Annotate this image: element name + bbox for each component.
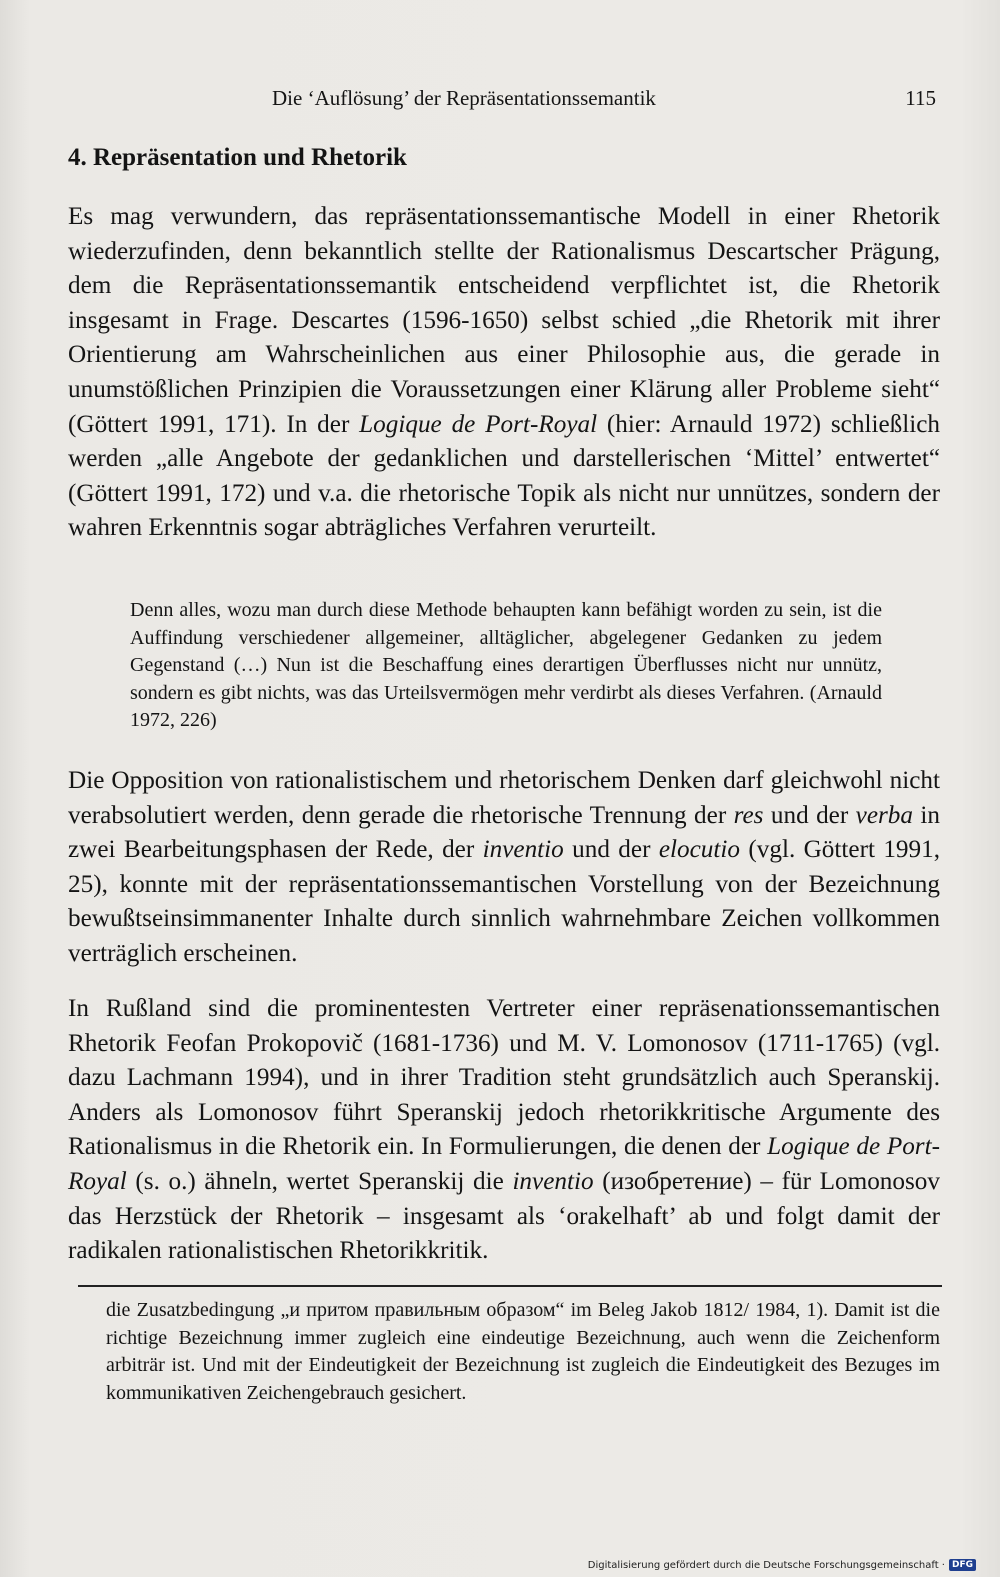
paragraph-2-text-a: Die Opposition von rationalistischem und rhetorischem Denken darf gleichwohl nicht verabsolutiert werden, denn gerade die rhetorische Trennung der [68, 767, 940, 829]
paragraph-1-text-b: (hier: Arnauld 1972) schließlich werden „alle Angebote der gedanklichen und darstellerischen ‘Mittel’ entwertet“ (Göttert 1991, 172) und v.a. die rhetorische Topik als nicht nur unnützes, sondern der wahren Erkenntnis sogar abträgliches Verfahren verurteilt. [68, 410, 940, 542]
block-quote: Denn alles, wozu man durch diese Methode behaupten kann befähigt worden zu sein, ist die Auffindung verschiedener allgemeiner, alltäglicher, abgelegener Gedanken zu jedem Gegenstand (…) Nun ist die Beschaffung eines derartigen Überflusses nicht nur unnütz, sondern es gibt nichts, was das Urteilsvermögen mehr verdirbt als dieses Verfahren. (Arnauld 1972, 226) [130, 599, 882, 731]
paragraph-1-italic-title: Logique de Port-Royal [359, 410, 598, 438]
running-title: Die ‘Auflösung’ der Repräsentationssemantik [272, 86, 656, 110]
paragraph-3 [68, 992, 940, 1269]
paragraph-2-italic-elocutio: elocutio [658, 836, 740, 864]
paragraph-2-text-c: in zwei Bearbeitungsphasen der Rede, der [68, 801, 940, 864]
paragraph-2-text-e: (vgl. Göttert 1991, 25), konnte mit der repräsentationssemantischen Vorstellung von der Bezeichnung bewußtseinsimmanenter Inhalte durch sinnlich wahrnehmbare Zeichen vollkommen verträglich erscheinen. [68, 836, 941, 967]
paragraph-2-text-d: und der [563, 836, 659, 864]
paragraph-2 [68, 764, 940, 972]
running-header [270, 86, 940, 116]
section-heading: 4. Repräsentation und Rhetorik [68, 144, 407, 171]
paragraph-2-italic-res: res [733, 801, 764, 829]
paragraph-2-text-b: und der [763, 801, 856, 829]
paragraph-3-text-c: (изобретение) – für Lomonosov das Herzstück der Rhetorik – insgesamt als ‘orakelhaft’ ab und folgt damit der radikalen rationalistischen Rhetorikkritik. [68, 1167, 940, 1265]
paragraph-3-italic-inventio: inventio [512, 1167, 594, 1195]
credit-text: Digitalisierung gefördert durch die Deutsche Forschungsgemeinschaft · [587, 1559, 945, 1571]
paragraph-2-italic-inventio: inventio [482, 836, 564, 864]
paragraph-2-italic-verba: verba [855, 801, 913, 829]
paragraph-3-text-b: (s. o.) ähneln, wertet Speranskij die [126, 1167, 513, 1195]
paragraph-3-italic-title: Logique de Port-Royal [68, 1133, 940, 1195]
paragraph-3-text-a: In Rußland sind die prominentesten Vertreter einer repräsenationssemantischen Rhetorik Feofan Prokopovič (1681-1736) und M. V. Lomonosov (1711-1765) (vgl. dazu Lachmann 1994), und in ihrer Tradition steht grundsätzlich auch Speranskij. Anders als Lomonosov führt Speranskij jedoch rhetorikkritische Argumente des Rationalismus in die Rhetorik ein. In Formulierungen, die denen der [68, 995, 940, 1161]
footnote-divider [78, 1285, 942, 1287]
dfg-logo-icon: DFG [949, 1559, 976, 1571]
page-number: 115 [905, 86, 936, 110]
paragraph-1-text-a: Es mag verwundern, das repräsentationssemantische Modell in einer Rhetorik wiederzufinden, denn bekanntlich stellte der Rationalismus Descartscher Prägung, dem die Repräsentationssemantik entscheidend verpflichtet ist, die Rhetorik insgesamt in Frage. Descartes (1596-1650) selbst schied „die Rhetorik mit ihrer Orientierung am Wahrscheinlichen aus einer Philosophie aus, die gerade in unumstößlichen Prinzipien die Voraussetzungen einer Klärung aller Probleme sieht“ (Göttert 1991, 171). In der [68, 203, 940, 438]
digitization-credit [588, 1559, 976, 1571]
footnote: die Zusatzbedingung „и притом правильным образом“ im Beleg Jakob 1812/ 1984, 1). Damit ist die richtige Bezeichnung immer zugleich eine eindeutige Bezeichnung, auch wenn die Zeichenform arbiträr ist. Und mit der Eindeutigkeit der Bezeichnung ist zugleich die Eindeutigkeit des Bezuges im kommunikativen Zeichengebrauch gesichert. [106, 1299, 940, 1404]
paragraph-1 [68, 200, 940, 546]
